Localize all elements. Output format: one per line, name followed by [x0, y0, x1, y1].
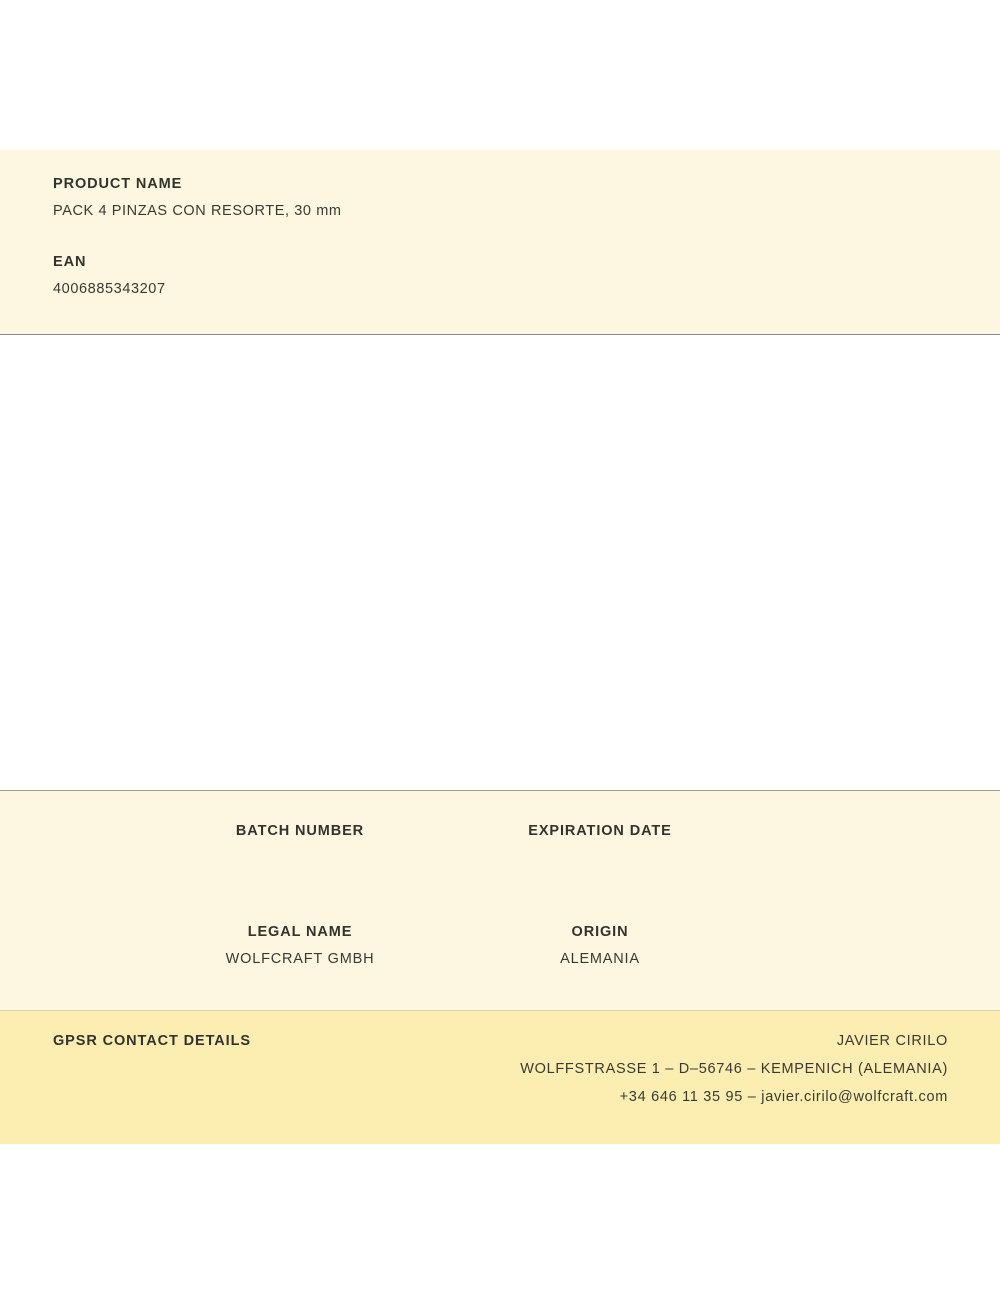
- ean-group: [53, 254, 1000, 297]
- manufacturing-info-section: [0, 790, 1000, 1011]
- legal-name-cell: [150, 924, 450, 968]
- origin-cell: [450, 924, 750, 968]
- product-name-label: PRODUCT NAME: [53, 176, 183, 192]
- expiration-date-label: EXPIRATION DATE: [528, 823, 672, 839]
- batch-number-value: [150, 850, 450, 867]
- legal-origin-row: [0, 867, 1000, 968]
- batch-expiration-row: [0, 791, 1000, 867]
- legal-name-label: LEGAL NAME: [247, 924, 353, 940]
- product-details-section: [0, 150, 1000, 335]
- gpsr-contact-address: WOLFFSTRASSE 1 – D–56746 – KEMPENICH (ALEMANIA): [520, 1061, 948, 1077]
- product-name-value: PACK 4 PINZAS CON RESORTE, 30 mm: [53, 203, 342, 219]
- product-name-group: [53, 176, 1000, 219]
- origin-value: ALEMANIA: [560, 951, 640, 967]
- gpsr-contact-phone-email: +34 646 11 35 95 – javier.cirilo@wolfcraft.com: [619, 1089, 948, 1105]
- blank-content-area: [0, 335, 1000, 790]
- gpsr-contact-name: JAVIER CIRILO: [836, 1033, 948, 1049]
- origin-label: ORIGIN: [571, 924, 629, 940]
- gpsr-contact-title: GPSR CONTACT DETAILS: [53, 1033, 251, 1049]
- batch-number-cell: [150, 823, 450, 867]
- expiration-date-value: [450, 850, 750, 867]
- gpsr-contact-lines: [520, 1033, 948, 1105]
- footer-blank-area: [0, 1144, 1000, 1300]
- batch-number-label: BATCH NUMBER: [235, 823, 365, 839]
- gpsr-contact-section: [0, 1011, 1000, 1144]
- legal-name-value: WOLFCRAFT GMBH: [225, 951, 375, 967]
- ean-label: EAN: [53, 254, 87, 270]
- ean-value: 4006885343207: [53, 281, 166, 297]
- expiration-date-cell: [450, 823, 750, 867]
